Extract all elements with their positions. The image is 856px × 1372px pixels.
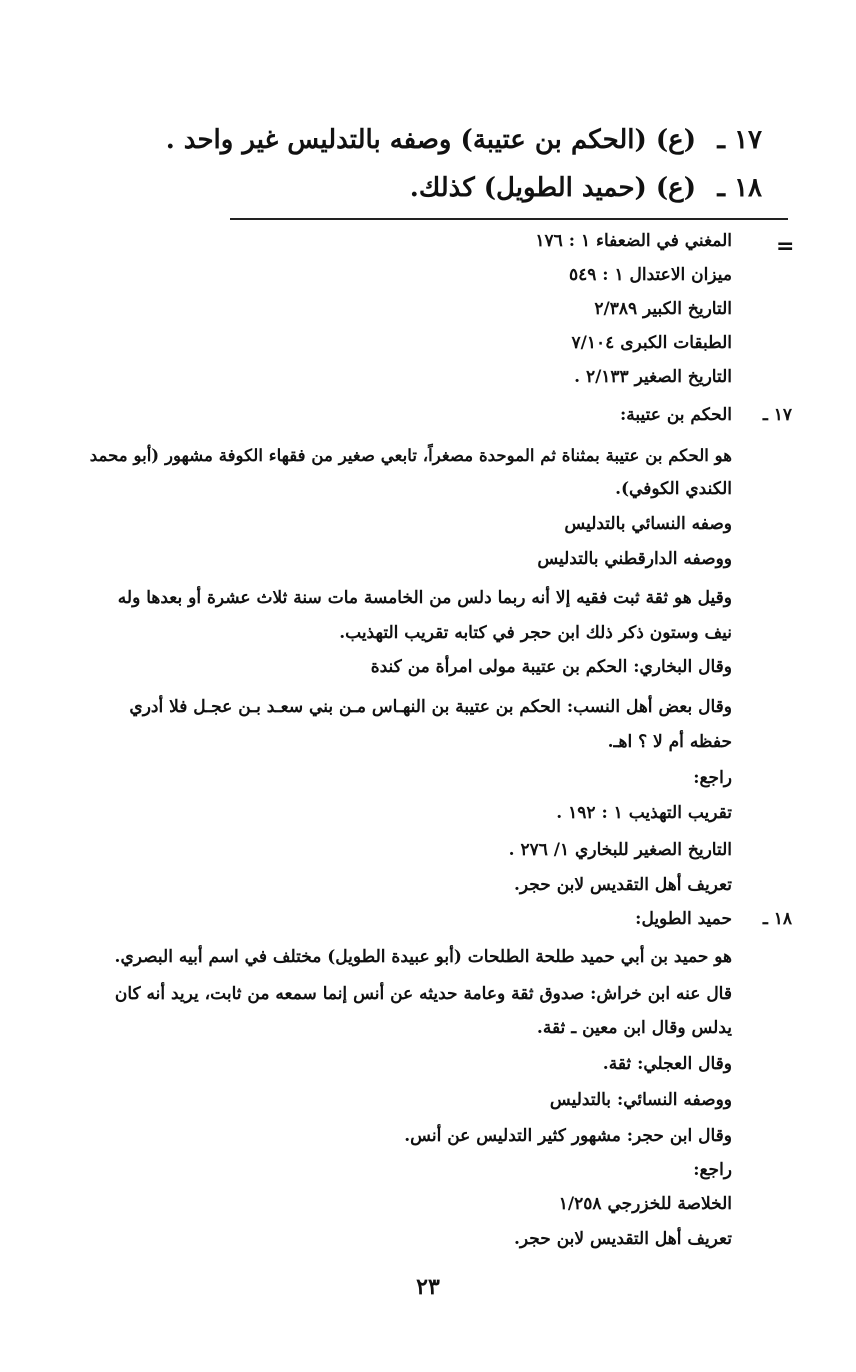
ref-line: الطبقات الكبرى ٧/١٠٤	[571, 333, 732, 353]
entry17-line: هو الحكم بن عتيبة بمثناة ثم الموحدة مصغراً، تابعي صغير من فقهاء الكوفة مشهور (أبو محمد	[89, 445, 732, 465]
entry18-line: راجع:	[693, 1160, 732, 1180]
heading-line-18: (ع) (حميد الطويل) كذلك.	[409, 173, 696, 203]
entry17-line: التاريخ الصغير للبخاري ١/ ٢٧٦ .	[508, 840, 732, 860]
entry17-line: وقيل هو ثقة ثبت فقيه إلا أنه ربما دلس من الخامسة مات سنة ثلاث عشرة أو بعدها وله	[117, 588, 732, 608]
entry18-line: يدلس وقال ابن معين ـ ثقة.	[536, 1018, 732, 1038]
ref-line: التاريخ الصغير ٢/١٣٣ .	[574, 367, 732, 387]
entry17-line: تعريف أهل التقديس لابن حجر.	[514, 875, 732, 895]
entry17-line: تقريب التهذيب ١ : ١٩٢ .	[556, 803, 732, 823]
entry17-line: حفظه أم لا ؟ اهـ.	[607, 732, 732, 752]
heading-line-17: (ع) (الحكم بن عتيبة) وصفه بالتدليس غير واحد .	[165, 125, 696, 155]
entry17-line: الكندي الكوفي).	[615, 479, 732, 499]
ref-line: التاريخ الكبير ٢/٣٨٩	[594, 299, 732, 319]
ref-line: المغني في الضعفاء ١ : ١٧٦	[535, 231, 732, 251]
entry18-line: قال عنه ابن خراش: صدوق ثقة وعامة حديثه عن أنس إنما سمعه من ثابت، يريد أنه كان	[114, 984, 732, 1004]
entry18-line: وقال العجلي: ثقة.	[602, 1054, 732, 1074]
heading-number-18: ١٨ ـ	[717, 173, 762, 203]
entry17-line: نيف وستون ذكر ذلك ابن حجر في كتابه تقريب التهذيب.	[339, 623, 732, 643]
entry17-line: ووصفه الدارقطني بالتدليس	[537, 549, 732, 569]
entry18-line: وقال ابن حجر: مشهور كثير التدليس عن أنس.	[404, 1126, 732, 1146]
entry18-line: هو حميد بن أبي حميد طلحة الطلحات (أبو عبيدة الطويل) مختلف في اسم أبيه البصري.	[114, 947, 732, 967]
entry-title-18: حميد الطويل:	[635, 909, 732, 929]
entry-title-17: الحكم بن عتيبة:	[619, 405, 732, 425]
entry17-line: وصفه النسائي بالتدليس	[564, 514, 732, 534]
heading-number-17: ١٧ ـ	[717, 125, 762, 155]
page-number: ٢٣	[416, 1274, 440, 1300]
entry18-line: ووصفه النسائي: بالتدليس	[549, 1090, 732, 1110]
entry17-line: وقال بعض أهل النسب: الحكم بن عتيبة بن النهـاس مـن بني سعـد بـن عجـل فلا أدري	[129, 697, 732, 717]
entry17-line: وقال البخاري: الحكم بن عتيبة مولى امرأة من كندة	[370, 657, 732, 677]
entry-number-17: ١٧ ـ	[762, 405, 792, 425]
footnote-continuation-marker: =	[776, 234, 795, 259]
footnote-divider	[230, 218, 788, 220]
entry18-line: الخلاصة للخزرجي ١/٢٥٨	[558, 1194, 732, 1214]
entry18-line: تعريف أهل التقديس لابن حجر.	[514, 1229, 732, 1249]
entry-number-18: ١٨ ـ	[762, 909, 792, 929]
ref-line: ميزان الاعتدال ١ : ٥٤٩	[568, 265, 732, 285]
entry17-line: راجع:	[693, 768, 732, 788]
